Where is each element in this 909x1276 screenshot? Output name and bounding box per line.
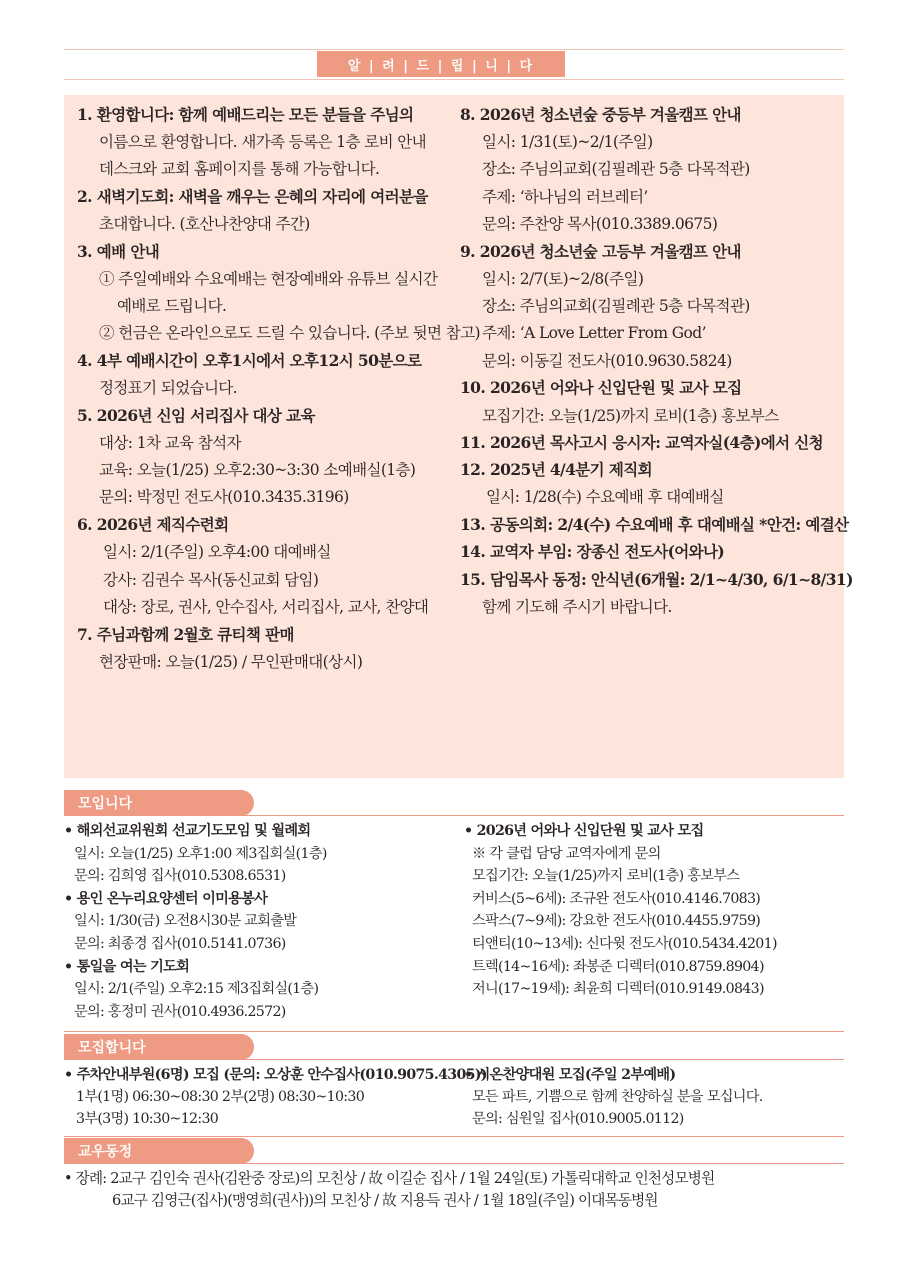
notice-heading: 4. 4부 예배시간이 오후1시에서 오후12시 50분으로 xyxy=(77,351,422,370)
notice-line: 데스크와 교회 홈페이지를 통해 가능합니다. xyxy=(99,160,380,178)
section-item-line: ※ 각 클럽 담당 교역자에게 문의 xyxy=(472,845,661,862)
notice-heading: 14. 교역자 부임: 장종신 전도사(어와나) xyxy=(460,542,725,561)
notice-heading: 9. 2026년 청소년숲 고등부 겨울캠프 안내 xyxy=(460,242,741,261)
notice-heading: 2. 새벽기도회: 새벽을 깨우는 은혜의 자리에 여러분을 xyxy=(77,187,428,206)
section-rule xyxy=(64,1163,844,1164)
section-rule xyxy=(64,1136,844,1137)
section-item-heading: • 용인 온누리요양센터 이미용봉사 xyxy=(64,890,268,907)
notice-line: 정정표기 되었습니다. xyxy=(99,379,238,397)
notice-line: 문의: 주찬양 목사(010.3389.0675) xyxy=(482,215,718,233)
section-item-line: 스팍스(7~9세): 강요한 전도사(010.4455.9759) xyxy=(472,913,761,930)
notice-heading: 12. 2025년 4/4분기 제직회 xyxy=(460,460,652,479)
section-item-line: 트렉(14~16세): 좌봉준 디렉터(010.8759.8904) xyxy=(472,958,764,975)
section-item-line: 티앤티(10~13세): 신다윗 전도사(010.5434.4201) xyxy=(472,936,777,952)
notice-line: 일시: 1/31(토)~2/1(주일) xyxy=(482,133,653,151)
section-item-heading: • 해외선교위원회 선교기도모임 및 월례회 xyxy=(64,823,311,839)
notice-heading: 7. 주님과함께 2월호 큐티책 판매 xyxy=(77,625,294,644)
notice-line: 예배로 드립니다. xyxy=(117,297,227,315)
notice-heading: 6. 2026년 제직수련회 xyxy=(77,515,229,534)
notice-line: 초대합니다. (호산나찬양대 주간) xyxy=(99,215,310,233)
notice-line: 교육: 오늘(1/25) 오후2:30~3:30 소예배실(1층) xyxy=(99,461,416,479)
notice-line: 현장판매: 오늘(1/25) / 무인판매대(상시) xyxy=(99,653,363,671)
section-rule xyxy=(64,1059,844,1060)
notice-line: 일시: 1/28(수) 수요예배 후 대예배실 xyxy=(486,488,724,506)
notice-line: 대상: 장로, 권사, 안수집사, 서리집사, 교사, 찬양대 xyxy=(103,598,429,616)
section-label-recruit: 모집합니다 xyxy=(64,1034,254,1060)
section-item-heading: • 2026년 어와나 신입단원 및 교사 모집 xyxy=(464,823,704,839)
top-rule-lower xyxy=(64,79,844,80)
staff-line: • 장례: 2교구 김인숙 권사(김완중 장로)의 모친상 / 故 이길순 집사 / 1월 24일(토) 가톨릭대학교 인천성모병원 xyxy=(64,1170,715,1187)
section-item-line: 문의: 김희영 집사(010.5308.6531) xyxy=(74,868,286,885)
notice-line: 문의: 이동길 전도사(010.9630.5824) xyxy=(482,352,732,370)
notice-heading: 11. 2026년 목사고시 응시자: 교역자실(4층)에서 신청 xyxy=(460,433,824,452)
notice-heading: 10. 2026년 어와나 신입단원 및 교사 모집 xyxy=(460,378,742,397)
section-item-line: 문의: 홍정미 권사(010.4936.2572) xyxy=(74,1003,286,1020)
notice-heading: 3. 예배 안내 xyxy=(77,242,160,261)
section-label-staff: 교우동정 xyxy=(64,1138,254,1164)
notice-line: ② 헌금은 온라인으로도 드릴 수 있습니다. (주보 뒷면 참고) xyxy=(99,324,480,342)
top-rule xyxy=(64,49,844,50)
notice-heading: 5. 2026년 신임 서리집사 대상 교육 xyxy=(77,406,315,425)
notice-line: 문의: 박정민 전도사(010.3435.3196) xyxy=(99,488,349,506)
section-item-heading: • 시온찬양대원 모집(주일 2부예배) xyxy=(464,1067,676,1083)
section-item-line: 저니(17~19세): 최윤희 디렉터(010.9149.0843) xyxy=(472,981,764,998)
notice-line: 주제: ‘하나님의 러브레터’ xyxy=(482,188,648,206)
notice-line: 일시: 2/7(토)~2/8(주일) xyxy=(482,270,644,288)
section-item-line: 문의: 최종경 집사(010.5141.0736) xyxy=(74,936,286,952)
section-item-line: 커비스(5~6세): 조규완 전도사(010.4146.7083) xyxy=(472,890,761,907)
notice-box xyxy=(64,95,853,778)
notice-line: 장소: 주님의교회(김필례관 5층 다목적관) xyxy=(482,160,750,178)
section-item-line: 1부(1명) 06:30~08:30 2부(2명) 08:30~10:30 xyxy=(76,1089,365,1105)
notice-heading: 13. 공동의회: 2/4(수) 수요예배 후 대예배실 *안건: 예결산 xyxy=(460,515,849,534)
notice-heading: 8. 2026년 청소년숲 중등부 겨울캠프 안내 xyxy=(460,105,741,124)
section-item-line: 일시: 2/1(주일) 오후2:15 제3집회실(1층) xyxy=(74,981,319,998)
section-item-heading: • 통일을 여는 기도회 xyxy=(64,958,190,975)
section-item-line: 모든 파트, 기쁨으로 함께 찬양하실 분을 모십니다. xyxy=(472,1089,763,1105)
notice-heading: 1. 환영합니다: 함께 예배드리는 모든 분들을 주님의 xyxy=(77,105,414,124)
section-label-gather: 모입니다 xyxy=(64,790,254,816)
section-rule xyxy=(64,1031,844,1032)
notice-line: 일시: 2/1(주일) 오후4:00 대예배실 xyxy=(103,543,331,561)
staff-line: 6교구 김영근(집사)(맹영희(권사))의 모친상 / 故 지용득 권사 / 1월 18일(주일) 이대목동병원 xyxy=(112,1192,658,1209)
section-item-line: 모집기간: 오늘(1/25)까지 로비(1층) 홍보부스 xyxy=(472,868,740,885)
section-item-line: 일시: 1/30(금) 오전8시30분 교회출발 xyxy=(74,913,297,930)
section-item-heading: • 주차안내부원(6명) 모집 (문의: 오상훈 안수집사(010.9075.4305)) xyxy=(64,1067,487,1083)
notice-line: 함께 기도해 주시기 바랍니다. xyxy=(482,598,672,616)
notice-line: 장소: 주님의교회(김필례관 5층 다목적관) xyxy=(482,297,750,315)
notice-line: 주제: ‘A Love Letter From God’ xyxy=(482,324,706,342)
section-item-line: 3부(3명) 10:30~12:30 xyxy=(76,1111,219,1127)
notice-line: 대상: 1차 교육 참석자 xyxy=(99,434,241,452)
section-rule xyxy=(64,815,844,816)
section-item-line: 일시: 오늘(1/25) 오후1:00 제3집회실(1층) xyxy=(74,845,327,862)
notice-line: ① 주일예배와 수요예배는 현장예배와 유튜브 실시간 xyxy=(99,270,438,288)
section-item-line: 문의: 심원일 집사(010.9005.0112) xyxy=(472,1111,684,1127)
notice-line: 강사: 김권수 목사(동신교회 담임) xyxy=(103,571,319,589)
notice-line: 모집기간: 오늘(1/25)까지 로비(1층) 홍보부스 xyxy=(482,407,779,425)
notice-line: 이름으로 환영합니다. 새가족 등록은 1층 로비 안내 xyxy=(99,133,427,151)
notice-heading: 15. 담임목사 동정: 안식년(6개월: 2/1~4/30, 6/1~8/31) xyxy=(460,570,853,589)
page-title: 알 | 려 | 드 | 립 | 니 | 다 xyxy=(317,51,565,77)
